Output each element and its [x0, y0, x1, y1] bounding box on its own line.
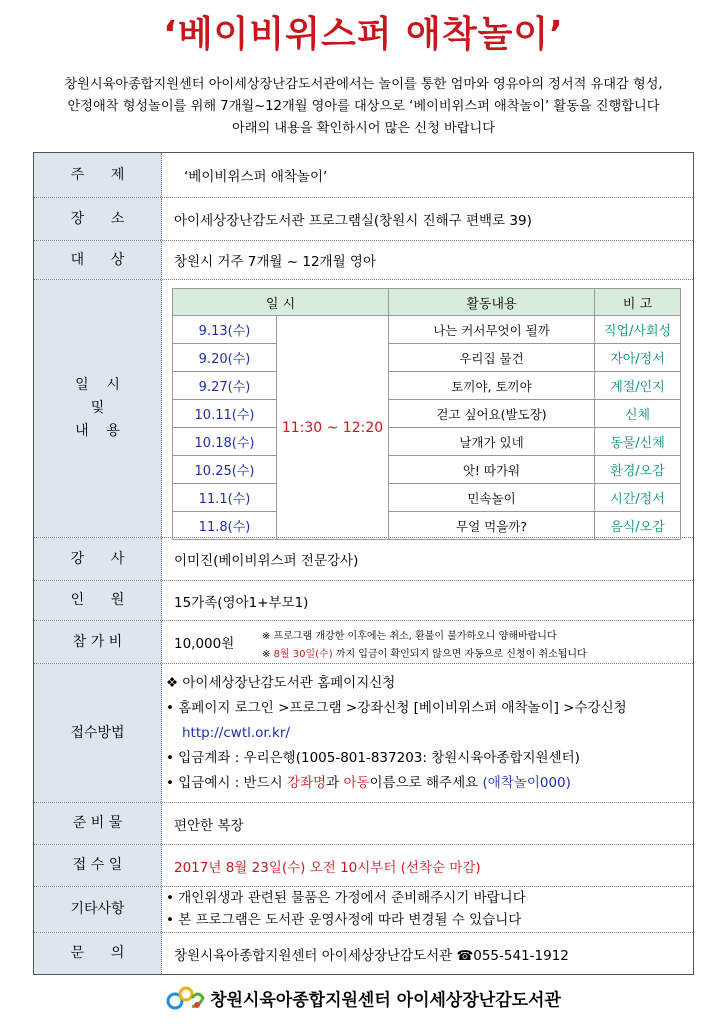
fee-value: 10,000원 [174, 636, 235, 652]
row-capacity [34, 581, 693, 621]
table-row [173, 484, 681, 512]
session-date: 10.25(수) [173, 456, 277, 484]
table-row [173, 512, 681, 540]
apply-date-value: 2017년 8월 23일(수) 오전 10시부터 (선착순 마감) [174, 859, 481, 876]
prep-value: 편안한 복장 [174, 817, 244, 834]
example-child: 아동 [343, 775, 370, 791]
deadline-date: 8월 30일(수) [273, 649, 333, 660]
session-date: 9.27(수) [173, 372, 277, 400]
row-instructor [34, 538, 693, 581]
example-prefix: • 입금예시 : 반드시 [166, 775, 287, 791]
row-etc [34, 887, 693, 933]
apply-homepage: ❖ 아이세상장난감도서관 홈페이지신청 [166, 675, 396, 691]
capacity-value: 15가족(영아1+부모1) [174, 594, 309, 611]
table-row [173, 456, 681, 484]
header-remark: 비 고 [595, 289, 681, 316]
example-sample: (애착놀이000) [482, 775, 571, 791]
session-remark: 직업/사회성 [595, 316, 681, 344]
table-row [173, 428, 681, 456]
row-label: 주 제 [34, 153, 162, 197]
intro-line: 아래의 내용을 확인하시어 많은 신청 바랍니다 [231, 121, 495, 136]
session-date: 10.11(수) [173, 400, 277, 428]
intro-text [10, 74, 717, 140]
row-date [34, 845, 693, 887]
apply-lines [166, 671, 627, 796]
row-contact [34, 933, 693, 974]
session-remark: 신체 [595, 400, 681, 428]
session-activity: 민속놀이 [389, 484, 595, 512]
row-label: 대 상 [34, 241, 162, 279]
row-prep [34, 803, 693, 845]
session-date: 11.8(수) [173, 512, 277, 540]
row-fee [34, 621, 693, 664]
session-activity: 걷고 싶어요(발도장) [389, 400, 595, 428]
center-logo-icon [166, 984, 206, 1017]
row-label [34, 280, 162, 537]
session-activity: 날개가 있네 [389, 428, 595, 456]
target-value: 창원시 거주 7개월 ~ 12개월 영아 [174, 254, 376, 270]
row-label: 강 사 [34, 538, 162, 580]
session-remark: 환경/오감 [595, 456, 681, 484]
session-activity: 토끼야, 토끼야 [389, 372, 595, 400]
apply-account: • 입금계좌 : 우리은행(1005-801-837203: 창원시육아종합지원센터) [166, 750, 580, 766]
session-date: 9.13(수) [173, 316, 277, 344]
row-label: 기타사항 [34, 887, 162, 932]
intro-line: 창원시육아종합지원센터 아이세상장난감도서관에서는 놀이를 통한 엄마와 영유아의 정서적 유대감 형성, [64, 77, 663, 92]
session-date: 10.18(수) [173, 428, 277, 456]
info-table [33, 152, 694, 975]
header-activity: 활동내용 [389, 289, 595, 316]
schedule-label-line: 일 시 [75, 377, 120, 393]
fee-note-refund: ※ 프로그램 개강한 이후에는 취소, 환불이 불가하오니 양해바랍니다 [262, 631, 557, 642]
session-remark: 자아/정서 [595, 344, 681, 372]
subject-value: ‘베이비위스퍼 애착놀이’ [184, 169, 328, 185]
schedule-label-line: 내 용 [75, 423, 120, 439]
schedule-table [172, 288, 681, 540]
row-place [34, 198, 693, 241]
session-remark: 계절/인지 [595, 372, 681, 400]
example-mid: 과 [326, 775, 344, 791]
session-time: 11:30 ~ 12:20 [277, 316, 389, 540]
etc-lines [166, 887, 526, 931]
row-label: 참 가 비 [34, 621, 162, 663]
schedule-label-line: 및 [90, 400, 105, 416]
row-label: 준 비 물 [34, 803, 162, 844]
example-course: 강좌명 [286, 775, 327, 791]
place-value: 아이세상장난감도서관 프로그램실(창원시 진해구 편백로 39) [174, 213, 532, 229]
note-suffix: 까지 입금이 확인되지 않으면 자동으로 신청이 취소됩니다 [332, 649, 587, 660]
session-activity: 무얼 먹을까? [389, 512, 595, 540]
row-target [34, 241, 693, 280]
row-apply [34, 664, 693, 803]
row-label: 인 원 [34, 581, 162, 620]
session-remark: 동물/신체 [595, 428, 681, 456]
session-activity: 앗! 따가워 [389, 456, 595, 484]
footer-text: 창원시육아종합지원센터 아이세상장난감도서관 [210, 990, 561, 1011]
session-activity: 우리집 물건 [389, 344, 595, 372]
example-mid2: 이름으로 해주세요 [369, 775, 483, 791]
note-prefix: ※ [262, 649, 274, 660]
homepage-link[interactable]: http://cwtl.or.kr/ [182, 725, 290, 741]
row-subject [34, 153, 693, 198]
session-date: 9.20(수) [173, 344, 277, 372]
row-label: 장 소 [34, 198, 162, 240]
session-remark: 음식/오감 [595, 512, 681, 540]
session-remark: 시간/정서 [595, 484, 681, 512]
session-date: 11.1(수) [173, 484, 277, 512]
row-schedule [34, 280, 693, 538]
row-label: 접 수 일 [34, 845, 162, 886]
table-row [173, 372, 681, 400]
row-label: 접수방법 [34, 664, 162, 802]
etc-hygiene: • 개인위생과 관련된 물품은 가정에서 준비해주시기 바랍니다 [166, 890, 526, 906]
page-title: ‘베이비위스퍼 애착놀이’ [163, 14, 564, 55]
fee-note-deadline [262, 645, 587, 660]
table-row [173, 316, 681, 344]
instructor-value: 이미진(베이비위스퍼 전문강사) [174, 553, 359, 569]
schedule-header-row [173, 289, 681, 316]
table-row [173, 344, 681, 372]
intro-line: 안정애착 형성놀이를 위해 7개월~12개월 영아를 대상으로 ‘베이비위스퍼 애착놀이’ 활동을 진행합니다 [67, 99, 660, 114]
apply-example [166, 771, 627, 796]
footer-org [0, 984, 727, 1017]
table-row [173, 400, 681, 428]
contact-value: 창원시육아종합지원센터 아이세상장난감도서관 ☎055-541-1912 [174, 947, 569, 964]
apply-steps: • 홈페이지 로그인 >프로그램 >강좌신청 [베이비위스퍼 애착놀이] >수강신청 [166, 700, 627, 716]
header-datetime: 일 시 [173, 289, 389, 316]
row-label: 문 의 [34, 933, 162, 974]
session-activity: 나는 커서무엇이 될까 [389, 316, 595, 344]
etc-change: • 본 프로그램은 도서관 운영사정에 따라 변경될 수 있습니다 [166, 912, 522, 928]
